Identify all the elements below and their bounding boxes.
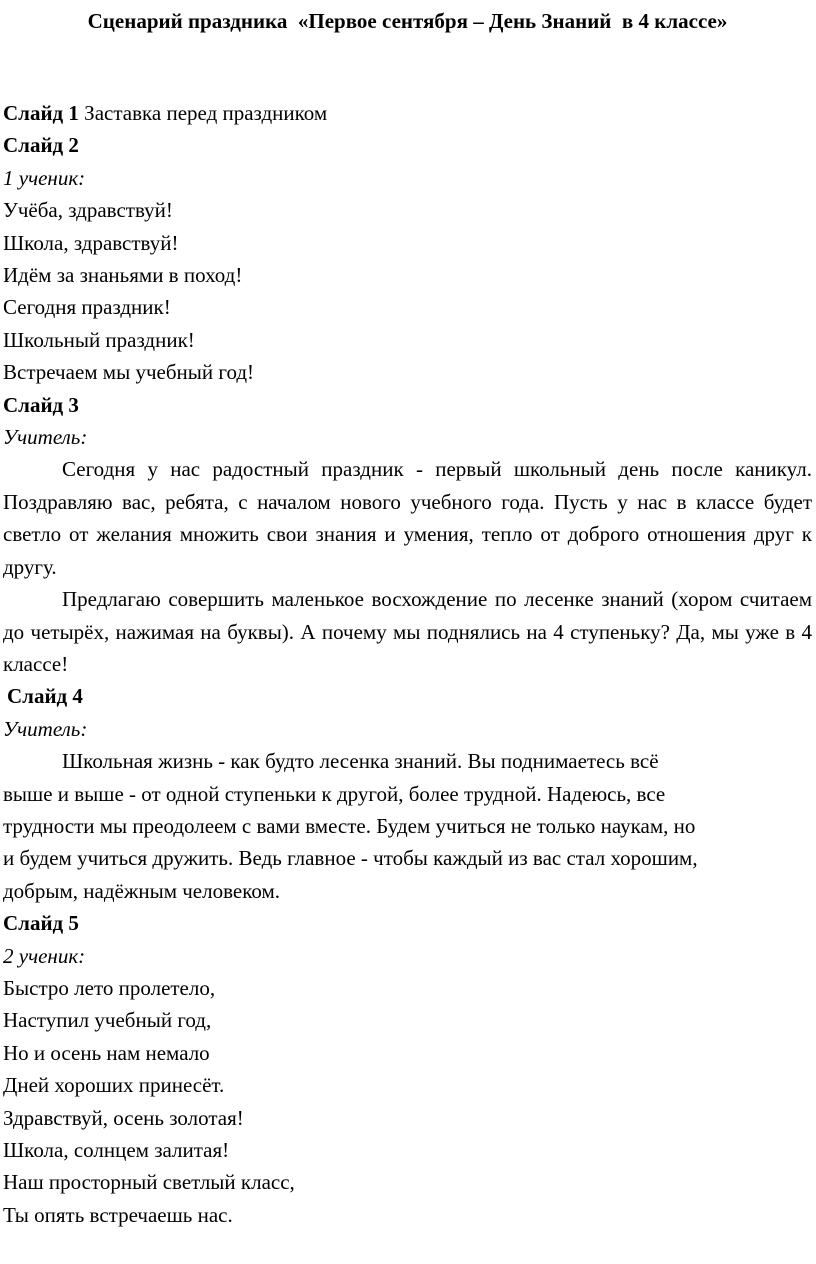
slide-3-paragraph: Сегодня у нас радостный праздник - первый школьный день после каникул. Поздравляю вас, ребята, с началом нового учебного года. Пусть у нас в классе будет светло от желания множить свои знания и умения, тепло от доброго отношения друг к другу. <box>3 457 812 579</box>
document-title: Сценарий праздника «Первое сентября – День Знаний в 4 классе» <box>87 9 728 33</box>
prose-line: Школьная жизнь - как будто лесенка знаний. Вы поднимаетесь всё <box>62 749 659 774</box>
poem-line: Встречаем мы учебный год! <box>3 360 255 385</box>
slide-1-label: Слайд 1 <box>3 101 79 125</box>
slide-4-speaker: Учитель: <box>3 716 88 741</box>
poem-line: Здравствуй, осень золотая! <box>3 1105 244 1130</box>
slide-3-speaker: Учитель: <box>3 425 88 450</box>
slide-5-speaker: 2 ученик: <box>3 943 86 968</box>
prose-line: добрым, надёжным человеком. <box>3 878 280 903</box>
poem-line: Школьный праздник! <box>3 327 195 352</box>
poem-line: Но и осень нам немало <box>3 1040 210 1065</box>
poem-line: Дней хороших принесёт. <box>3 1073 225 1098</box>
poem-line: Ты опять встречаешь нас. <box>3 1202 233 1227</box>
poem-line: Сегодня праздник! <box>3 295 171 320</box>
prose-line: выше и выше - от одной ступеньки к другой, более трудной. Надеюсь, все <box>3 781 666 806</box>
poem-line: Наступил учебный год, <box>3 1008 212 1033</box>
poem-line: Быстро лето пролетело, <box>3 975 216 1000</box>
prose-line: трудности мы преодолеем с вами вместе. Будем учиться не только наукам, но <box>3 813 696 838</box>
slide-4-label: Слайд 4 <box>7 684 83 709</box>
poem-line: Школа, солнцем залитая! <box>3 1138 230 1162</box>
document-body <box>3 97 812 1231</box>
poem-line: Учёба, здравствуй! <box>3 198 173 223</box>
slide-1-line <box>3 97 812 129</box>
poem-line: Наш просторный светлый класс, <box>3 1170 295 1195</box>
slide-1-text: Заставка перед праздником <box>78 101 328 125</box>
slide-3-paragraph: Предлагаю совершить маленькое восхождение по лесенке знаний (хором считаем до четырёх, нажимая на буквы). А почему мы поднялись на 4 ступеньку? Да, мы уже в 4 классе! <box>3 587 812 676</box>
slide-2-label: Слайд 2 <box>3 133 79 158</box>
slide-2-speaker: 1 ученик: <box>3 165 86 190</box>
slide-3-label: Слайд 3 <box>3 392 79 417</box>
poem-line: Школа, здравствуй! <box>3 230 179 255</box>
prose-line: и будем учиться дружить. Ведь главное - чтобы каждый из вас стал хорошим, <box>3 846 698 871</box>
poem-line: Идём за знаньями в поход! <box>3 263 243 288</box>
slide-5-label: Слайд 5 <box>3 911 79 936</box>
